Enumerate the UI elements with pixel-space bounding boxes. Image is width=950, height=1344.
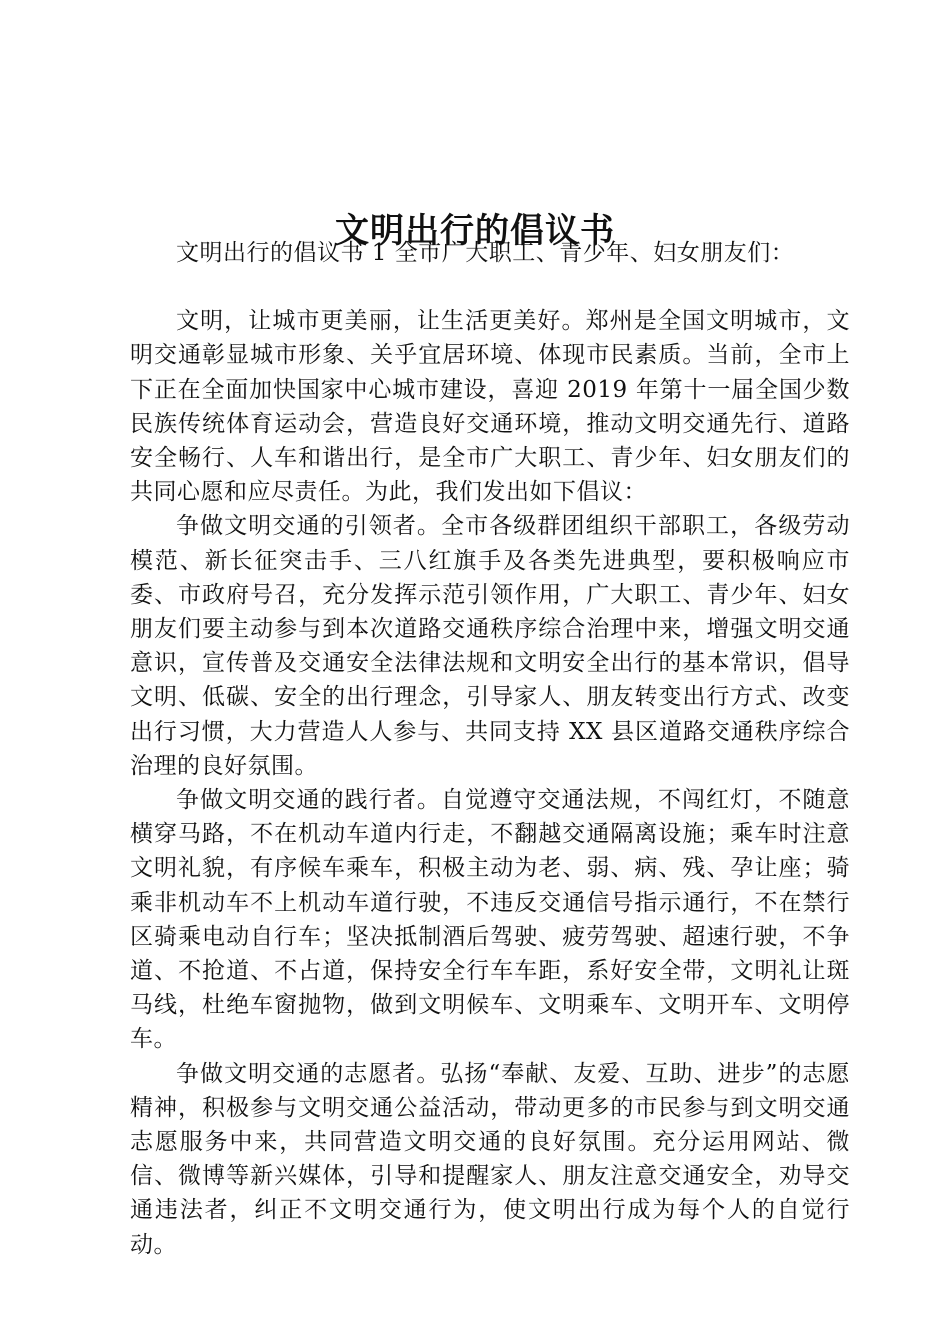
leader-paragraph: 争做文明交通的引领者。全市各级群团组织干部职工，各级劳动模范、新长征突击手、三八红旗手及各类先进典型，要积极响应市委、市政府号召，充分发挥示范引领作用，广大职工、青少年、妇女朋友们要主动参与到本次道路交通秩序综合治理中来，增强文明交通意识，宣传普及交通安全法律法规和文明安全出行的基本常识，倡导文明、低碳、安全的出行理念，引导家人、朋友转变出行方式、改变出行习惯，大力营造人人参与、共同支持 XX 县区道路交通秩序综合治理的良好氛围。 <box>130 513 850 779</box>
volunteer-paragraph: 争做文明交通的志愿者。弘扬“奉献、友爱、互助、进步”的志愿精神，积极参与文明交通公益活动，带动更多的市民参与到文明交通志愿服务中来，共同营造文明交通的良好氛围。充分运用网站、微信、微博等新兴媒体，引导和提醒家人、朋友注意交通安全，劝导交通违法者，纠正不文明交通行为，使文明出行成为每个人的自觉行动。 <box>130 1060 850 1258</box>
intro-paragraph: 文明，让城市更美丽，让生活更美好。郑州是全国文明城市，文明交通彰显城市形象、关乎宜居环境、体现市民素质。当前，全市上下正在全面加快国家中心城市建设，喜迎 2019 年第十一届全国少数民族传统体育运动会，营造良好交通环境，推动文明交通先行、道路安全畅行、人车和谐出行，是全市广大职工、青少年、妇女朋友们的共同心愿和应尽责任。为此，我们发出如下倡议： <box>130 308 850 506</box>
salutation-paragraph: 文明出行的倡议书 1 全市广大职工、青少年、妇女朋友们： <box>176 240 795 266</box>
practitioner-paragraph: 争做文明交通的践行者。自觉遵守交通法规，不闯红灯，不随意横穿马路，不在机动车道内行走，不翻越交通隔离设施；乘车时注意文明礼貌，有序候车乘车，积极主动为老、弱、病、残、孕让座；骑乘非机动车不上机动车道行驶，不违反交通信号指示通行，不在禁行区骑乘电动自行车；坚决抵制酒后驾驶、疲劳驾驶、超速行驶，不争道、不抢道、不占道，保持安全行车车距，系好安全带，文明礼让斑马线，杜绝车窗抛物，做到文明候车、文明乘车、文明开车、文明停车。 <box>130 787 850 1053</box>
document-title: 文明出行的倡议书 <box>335 210 615 251</box>
document-body <box>130 236 850 1262</box>
